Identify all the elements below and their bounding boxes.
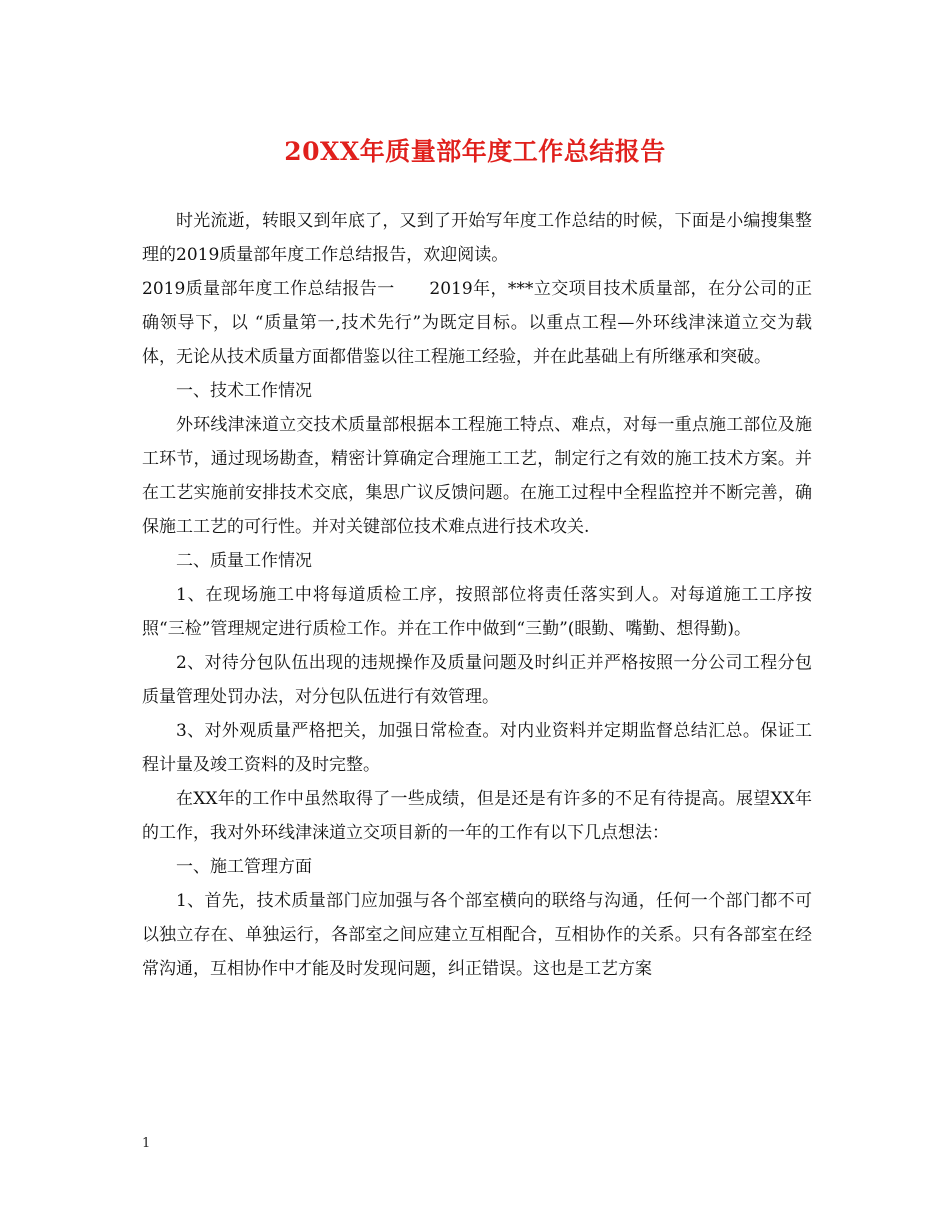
- paragraph-quality-item-3: 3、对外观质量严格把关，加强日常检查。对内业资料并定期监督总结汇总。保证工程计量及竣工资料的及时完整。: [142, 721, 812, 775]
- paragraph-outlook: 在XX年的工作中虽然取得了一些成绩，但是还是有许多的不足有待提高。展望XX年的工作，我对外环线津涞道立交项目新的一年的工作有以下几点想法：: [142, 789, 812, 843]
- paragraph-technical-work: 外环线津涞道立交技术质量部根据本工程施工特点、难点，对每一重点施工部位及施工环节，通过现场勘查，精密计算确定合理施工工艺，制定行之有效的施工技术方案。并在工艺实施前安排技术交底，集思广议反馈问题。在施工过程中全程监控并不断完善，确保施工工艺的可行性。并对关键部位技术难点进行技术攻关.: [142, 415, 812, 537]
- paragraph-management-item-1: 1、首先，技术质量部门应加强与各个部室横向的联络与沟通，任何一个部门都不可以独立存在、单独运行，各部室之间应建立互相配合，互相协作的关系。只有各部室在经常沟通，互相协作中才能及时发现问题，纠正错误。这也是工艺方案: [142, 891, 812, 979]
- page-number: 1: [142, 1136, 151, 1151]
- heading-quality-work: 二、质量工作情况: [176, 551, 312, 571]
- paragraph-quality-item-2: 2、对待分包队伍出现的违规操作及质量问题及时纠正并严格按照一分公司工程分包质量管理处罚办法，对分包队伍进行有效管理。: [142, 653, 812, 707]
- heading-technical-work: 一、技术工作情况: [176, 381, 312, 401]
- paragraph-report-one: 2019质量部年度工作总结报告一 2019年，***立交项目技术质量部，在分公司的正确领导下，以 “质量第一,技术先行”为既定目标。以重点工程—外环线津涞道立交为载体，无论从技术质量方面都借鉴以往工程施工经验，并在此基础上有所继承和突破。: [142, 279, 812, 367]
- paragraph-intro: 时光流逝，转眼又到年底了，又到了开始写年度工作总结的时候，下面是小编搜集整理的2019质量部年度工作总结报告，欢迎阅读。: [142, 211, 812, 265]
- heading-construction-management: 一、施工管理方面: [176, 857, 312, 877]
- document-title: 20XX年质量部年度工作总结报告: [284, 137, 666, 166]
- document-body: [142, 204, 812, 986]
- paragraph-quality-item-1: 1、在现场施工中将每道质检工序，按照部位将责任落实到人。对每道施工工序按照“三检”管理规定进行质检工作。并在工作中做到“三勤”(眼勤、嘴勤、想得勤)。: [142, 585, 812, 639]
